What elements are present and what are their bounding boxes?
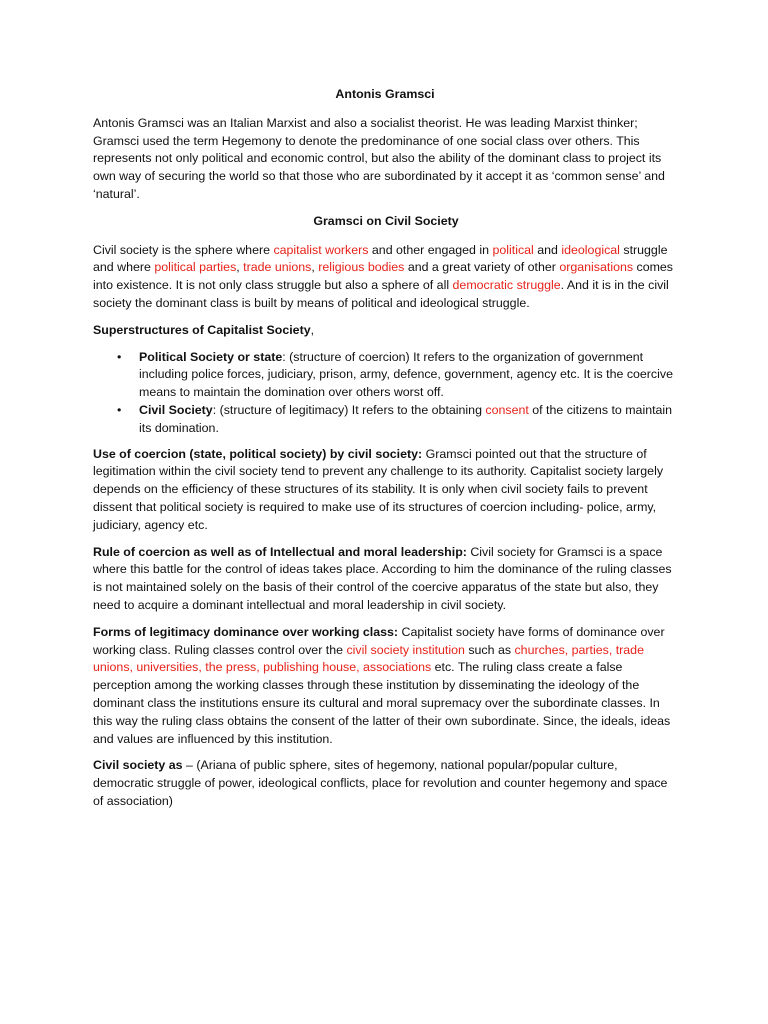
coercion-label: Use of coercion (state, political society) by civil society: (93, 446, 423, 461)
coercion-paragraph (93, 446, 677, 535)
legitimacy-text (93, 625, 670, 746)
highlighted-term: civil society institution (346, 642, 465, 657)
highlighted-term: political parties (154, 260, 237, 275)
legitimacy-label: Forms of legitimacy dominance over working class: (93, 624, 399, 639)
text-run: of the citizens to maintain its domination. (139, 402, 673, 435)
text-run: and (533, 242, 562, 257)
text-run: , (311, 260, 319, 275)
text-run: Capitalist society have forms of dominance over working class. Ruling classes control over the (93, 624, 665, 657)
list-item-civil-society (117, 402, 677, 438)
leadership-label: Rule of coercion as well as of Intellectual and moral leadership: (93, 544, 467, 559)
highlighted-term: ideological (561, 242, 620, 257)
legitimacy-paragraph (93, 624, 677, 749)
text-run: : (structure of legitimacy) It refers to the obtaining (212, 402, 486, 417)
text-run: , (236, 260, 244, 275)
text-run: comes into existence. It is not only class struggle but also a sphere of all (93, 260, 673, 293)
bullet-icon: • (117, 402, 122, 417)
highlighted-term: religious bodies (318, 260, 405, 275)
highlighted-term: churches, parties, trade unions, universities, the press, publishing house, associations (93, 642, 644, 675)
text-run: such as (464, 642, 515, 657)
intro-paragraph: Antonis Gramsci was an Italian Marxist and also a socialist theorist. He was leading Marxist thinker; Gramsci used the term Hegemony to denote the predominance of one social class over others. This represents not only political and economic control, but also the ability of the dominant class to project its own way of securing the world so that those who are subordinated by it accept it as ‘common sense’ and ‘natural’. (93, 115, 665, 201)
highlighted-term: capitalist workers (273, 242, 369, 257)
list-item-text (139, 403, 672, 435)
civil-society-as-label: Civil society as (93, 758, 183, 773)
superstructures-list (93, 349, 677, 438)
text-run: etc. The ruling class create a false perception among the working classes through these institution by disseminating the ideology of the dominant class the institutions ensure its cultural and moral supremacy over the subordinate classes. In this way the ruling class obtains the consent of the latter of their own subordinate. Since, the ideals, ideas and values are influenced by this institution. (93, 660, 671, 746)
list-item-label: Civil Society (139, 402, 213, 417)
highlighted-term: consent (485, 402, 529, 417)
superstructures-heading (93, 322, 677, 340)
highlighted-term: trade unions (243, 260, 312, 275)
section-title: Gramsci on Civil Society (313, 213, 459, 228)
text-run: and other engaged in (368, 242, 493, 257)
document-title: Antonis Gramsci (335, 87, 435, 101)
highlighted-term: democratic struggle (452, 278, 561, 293)
bullet-icon: • (117, 349, 122, 364)
superstructures-heading-label: Superstructures of Capitalist Society (93, 322, 311, 337)
list-item-political-society (117, 349, 677, 402)
text-run: and a great variety of other (404, 260, 560, 275)
list-item-label: Political Society or state (139, 349, 283, 364)
highlighted-term: organisations (559, 260, 634, 275)
highlighted-term: political (492, 242, 534, 257)
text-run: Civil society is the sphere where (93, 242, 274, 257)
text-run: struggle and where (93, 242, 668, 275)
text-run: . And it is in the civil society the dominant class is built by means of political and ideological struggle. (93, 278, 669, 310)
civil-society-paragraph (93, 242, 677, 313)
text-run: : (structure of coercion) It refers to the organization of government including police forces, judiciary, prison, army, defence, government, agency etc. It is the coercive means to maintain the domination over others worst off. (139, 349, 673, 400)
document-body (93, 86, 677, 820)
civil-society-as-paragraph (93, 757, 677, 810)
leadership-text: Civil society for Gramsci is a space where this battle for the control of ideas takes place. According to him the dominance of the ruling classes is not maintained solely on the basis of their control of the coercive apparatus of the state but also, they need to acquire a dominant intellectual and moral leadership in civil society. (93, 544, 672, 612)
superstructures-heading-tail: , (310, 322, 315, 337)
leadership-paragraph (93, 544, 677, 615)
coercion-text: Gramsci pointed out that the structure of legitimation within the civil society tend to prevent any challenge to its authority. Capitalist society largely depends on the efficiency of these structures of its stability. It is only when civil society fails to prevent dissent that political society is required to make use of its structures of coercion including- police, army, judiciary, agency etc. (93, 446, 664, 532)
civil-society-as-text: – (Ariana of public sphere, sites of hegemony, national popular/popular culture, democratic struggle of power, ideological conflicts, place for revolution and counter hegemony and space of association) (93, 758, 668, 808)
